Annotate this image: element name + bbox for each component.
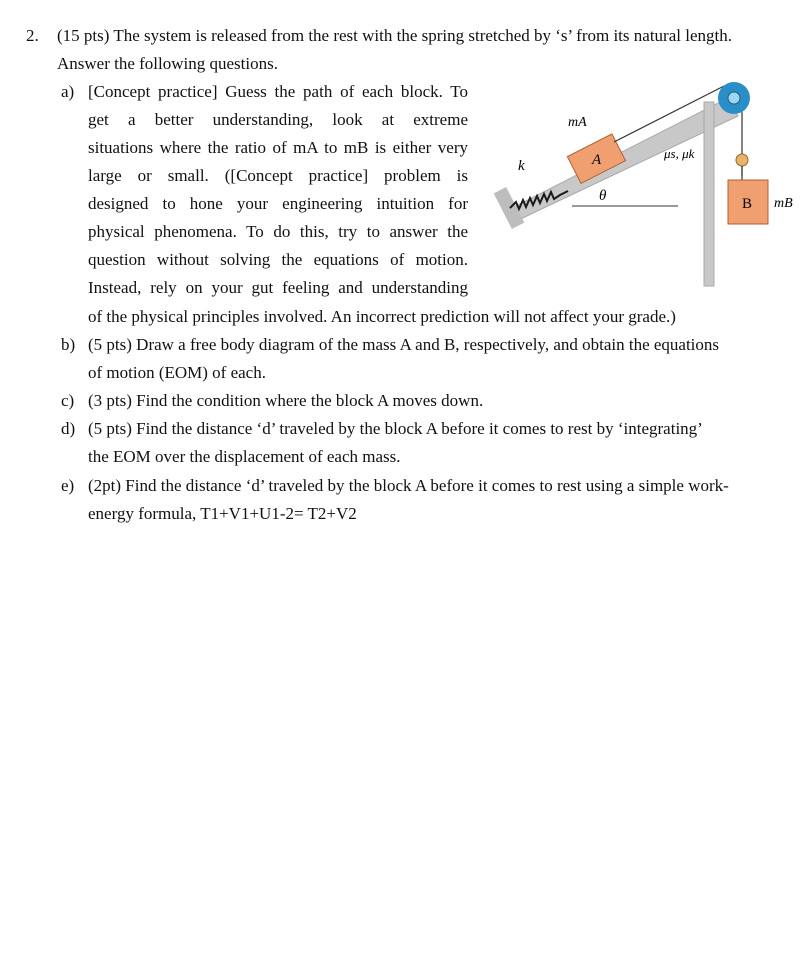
part-e-marker: e) — [61, 476, 75, 495]
part-a-line-6: physical phenomena. To do this, try to answer the — [88, 222, 468, 241]
friction-label: μs, μk — [664, 146, 695, 161]
part-a-line-9: of the physical principles involved. An incorrect prediction will not affect your grade.) — [88, 307, 676, 326]
part-a-line-3: situations where the ratio of mA to mB is either very — [88, 138, 468, 157]
angle-label: θ — [599, 188, 607, 204]
part-c-marker: c) — [61, 391, 75, 410]
part-a-line-7: question without solving the equations of motion. — [88, 250, 468, 269]
pulley-hub — [728, 92, 740, 104]
part-d-line-1: (5 pts) Find the distance ‘d’ traveled by the block A before it comes to rest by ‘integrating’ — [88, 419, 703, 438]
pulley-system-diagram — [488, 78, 806, 288]
mass-b-label: mB — [774, 196, 793, 211]
hook-icon — [736, 154, 748, 166]
spring-constant-label: k — [518, 158, 525, 174]
block-a-label: A — [592, 152, 602, 168]
part-a-marker: a) — [61, 82, 75, 101]
part-c-line-1: (3 pts) Find the condition where the block A moves down. — [88, 391, 484, 410]
problem-header-line-1: (15 pts) The system is released from the rest with the spring stretched by ‘s’ from its natural length. — [57, 26, 732, 45]
part-b-marker: b) — [61, 335, 76, 354]
part-d-marker: d) — [61, 419, 76, 438]
part-a-line-4: large or small. ([Concept practice] problem is — [88, 166, 468, 185]
part-a-line-1: [Concept practice] Guess the path of each block. To — [88, 82, 468, 101]
part-b-line-1: (5 pts) Draw a free body diagram of the mass A and B, respectively, and obtain the equations — [88, 335, 720, 354]
part-a-line-2: get a better understanding, look at extreme — [88, 110, 468, 129]
problem-header-line-2: Answer the following questions. — [57, 54, 278, 73]
mass-a-label: mA — [568, 115, 587, 130]
part-d-line-2: the EOM over the displacement of each mass. — [88, 447, 401, 466]
part-e-line-1: (2pt) Find the distance ‘d’ traveled by the block A before it comes to rest using a simple work- — [88, 476, 729, 495]
vertical-post — [704, 102, 714, 286]
part-e-line-2: energy formula, T1+V1+U1-2= T2+V2 — [88, 504, 357, 523]
part-a-line-8: Instead, rely on your gut feeling and understanding — [88, 278, 468, 297]
part-b-line-2: of motion (EOM) of each. — [88, 363, 266, 382]
problem-number: 2. — [26, 26, 39, 45]
part-a-line-5: designed to hone your engineering intuition for — [88, 194, 468, 213]
block-b-label: B — [742, 196, 753, 212]
